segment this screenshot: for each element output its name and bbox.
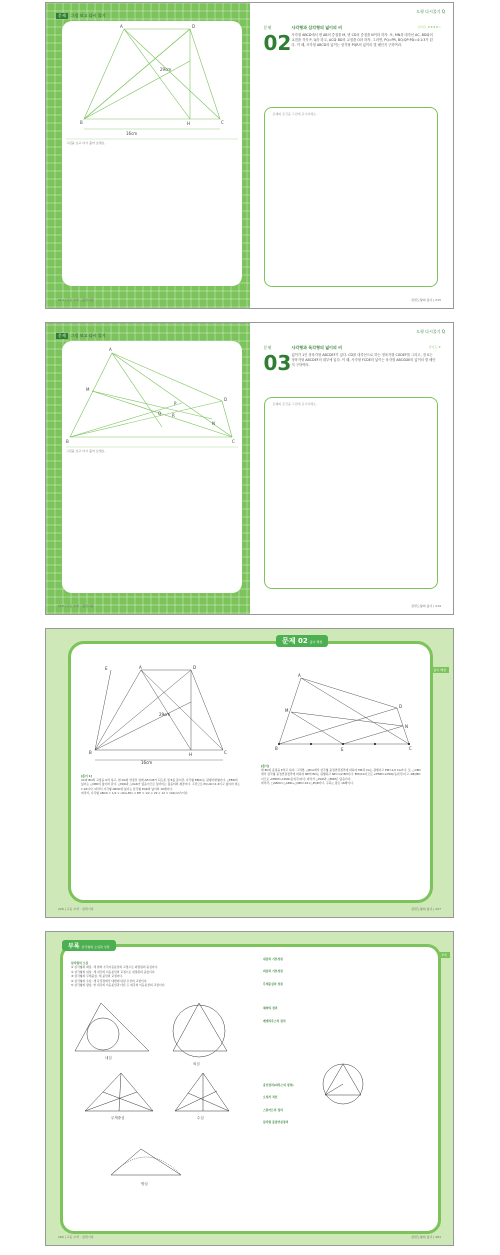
right-page	[250, 323, 454, 614]
right-page	[250, 3, 454, 308]
svg-text:A: A	[109, 347, 112, 352]
length-label: 16cm	[141, 760, 153, 765]
page-header: 도형 다시풀기 Q	[416, 329, 445, 334]
problem-text: 사각형 ABCD에서 변 AB의 중점을 M, 변 CD의 중점을 N이라 하자. 또, MN과 대각선 AC, BD와의 교점을 각각 P, Q라 하고, AC와 BD의 교점을 O라 하자. 그러면, PQ=PR, BQ:QP:PD=4:1:3가 된다. 이 때, 사각형 ABCD의 넓이는 삼각형 PQR의 넓이의 몇 배인지 구하여라.	[291, 33, 433, 47]
length-label: 29cm	[160, 67, 172, 72]
page-footer: 평면도형의 넓이 | 261	[411, 1235, 441, 1239]
svg-text:B: B	[66, 439, 69, 444]
svg-text:N: N	[212, 421, 215, 426]
svg-text:B: B	[80, 120, 83, 125]
answer-box	[264, 107, 438, 287]
left-page-heading: 문제 그림 보고 다시 풀기	[58, 333, 106, 338]
triangle-centers-figures	[71, 999, 251, 1199]
length-label: 29cm	[159, 712, 171, 717]
page-footer: 평면도형의 넓이 | 227	[411, 907, 441, 911]
left-page	[46, 323, 250, 614]
appendix-title: 부록 삼각형의 오심과 성질	[62, 940, 116, 951]
figure-card	[62, 341, 242, 593]
problem-label: 문제	[263, 345, 272, 350]
page-footer: 평면도형의 넓이 | 219	[411, 604, 441, 608]
page-header: 도형 다시풀기 Q	[416, 9, 445, 14]
solution-card	[68, 641, 433, 903]
left-page	[46, 3, 250, 308]
figure-label: 내심	[105, 1056, 112, 1060]
appendix-left-list: 삼각형의 오심 ① 삼각형의 외심: 세 변의 수직이등분선의 교점으로 외접원의 중심이다. ② 삼각형의 내심: 세 내각의 이등분선의 교점으로 내접원의 중심이다. ③ 삼각형의 무게중심: 세 중선의 교점이다. ④ 삼각형의 수심: 세 꼭짓점에서 대변에 내린 수선의 교점이다. ⑤ 삼각형의 방심: 한 내각의 이등분선과 다른 두 외각의 이등분선의 교점이다.	[71, 961, 166, 988]
svg-text:A: A	[120, 24, 123, 29]
difficulty-stars: 난이도 ★★★★☆	[417, 25, 441, 29]
figure-label: 무게중심	[111, 1116, 125, 1120]
solution-left: [풀이 1] AC와 BD의 교점을 O라 하고, 변 DA의 연장선 위에 AE=CB가 되도록 점 E를 잡으면, 사각형 EBCD는 평행사변형이다. △EBD의 넓이는 △CBD의 넓이와 같다. △PQR과 △OAD가 닮음이므로 넓이비는 닮음비의 제곱이다. 그러므로 PQ:AD=1:4이고 넓이의 비는 1:16이다. 따라서 사각형 ABCD의 넓이는 삼각형 PQR의 넓이의 16배이다. 따라서, 사각형 ABCD = 1/2 × (AD+BC) × BH = 1/2 × 29 × 12 = 104(cm²)이다.	[81, 774, 240, 795]
length-label: 16cm	[126, 131, 138, 136]
svg-text:M: M	[285, 708, 289, 713]
left-page-heading: 문제 그림 보고 다시 풀기	[58, 13, 106, 18]
quadrilateral-figure	[62, 21, 242, 151]
figure-label: 방심	[141, 1182, 148, 1186]
difficulty-stars: 난이도 ★	[428, 345, 441, 349]
answer-hint: 문제의 조건을 그림에 표시하세요.	[272, 112, 317, 116]
page-footer: 214 | 고등 수학 · 평면기하	[58, 298, 94, 302]
problem-title: 사각형과 삼각형의 넓이의 비	[291, 25, 343, 30]
svg-text:R: R	[172, 413, 175, 418]
svg-text:E: E	[341, 747, 344, 752]
problem-number: 03	[263, 351, 292, 375]
problem-label: 문제	[263, 25, 272, 30]
svg-text:C: C	[224, 750, 227, 755]
solution-right: [풀이] 변 BC의 중점을 E라고 하자. 그러면, △BCA에서 삼각형 중점연결정리에 의하여 EM과 CA는 평행이고 EM=1/2 CA이다. 또, △CBD에서 삼각형 중점연결정리에 의하여 NE와 BD는 평행하고 NE=1/2 BD이다. EM//CA이므로 ∠EMN=∠PRQ(동위각)이고, NE//BD이므로 ∠ENM=∠PQR(동위각)이다. 따라서 △PQR과 △ENM은 닮음이다. 따라서, □ABCD=△ABD+△CBD=16×△PQR이다. 구하는 답은 16배이다.	[261, 764, 421, 785]
page-footer: 226 | 고등 수학 · 평면기하	[58, 907, 94, 911]
figure-label: 수심	[197, 1116, 204, 1120]
svg-text:A: A	[139, 665, 142, 670]
page-footer: 260 | 고등 수학 · 평면기하	[58, 1235, 94, 1239]
svg-text:D: D	[193, 665, 197, 670]
svg-text:D: D	[399, 704, 403, 709]
circle-diagram	[313, 1059, 373, 1109]
answer-box	[264, 397, 438, 589]
book-spread-3	[45, 628, 454, 918]
svg-text:D: D	[224, 397, 228, 402]
hexagon-figure	[62, 341, 242, 451]
page-footer: 평면도형의 넓이 | 215	[411, 298, 441, 302]
book-spread-2	[45, 322, 454, 615]
svg-text:E: E	[105, 666, 108, 671]
svg-text:B: B	[89, 750, 92, 755]
side-tab: 풀이 해설	[430, 667, 449, 673]
svg-text:C: C	[232, 439, 235, 444]
book-spread-4	[45, 931, 454, 1246]
problem-title: 사각형과 육각형의 넓이의 비	[291, 345, 343, 350]
book-spread-1	[45, 2, 454, 309]
svg-text:D: D	[192, 24, 196, 29]
svg-text:N: N	[405, 724, 408, 729]
appendix-right-list: 내심의 기본성질 외심의 기본성질 무게중심의 성질 체바의 정리 메넬라우스의 정리 중선정리(파푸스의 정리) 오일러 직선 스튜어트의 정리 삼각형 중점연결정리	[263, 957, 294, 1125]
svg-text:C: C	[221, 120, 224, 125]
svg-text:B: B	[275, 746, 278, 751]
figure-label: 외심	[193, 1062, 200, 1066]
problem-tab: 문제 02 풀이 해설	[276, 635, 328, 647]
problem-text: 넓이가 1인 정육각형 ABCDEF가 있다. CD를 대각선으로 하는 정육각형 CGDEF를 그리고, 점 G는 정육각형 ABCDEF의 내부에 있다. 이 때, 사각형 FCDE의 넓이는 육각형 ABCGDE의 넓이의 몇 배인지 구하여라.	[291, 353, 436, 367]
solution-figure-right	[271, 674, 421, 754]
solution-figure-left	[81, 666, 241, 766]
svg-text:H: H	[187, 121, 191, 126]
figure-caption: 그림을 보고 다시 풀어 보세요.	[66, 449, 106, 453]
page-footer: 218 | 고등 수학 · 평면기하	[58, 604, 94, 608]
side-tab: 부록	[438, 952, 450, 958]
figure-card	[62, 21, 242, 286]
figure-caption: 그림을 보고 다시 풀어 보세요.	[66, 141, 106, 145]
svg-text:H: H	[189, 752, 193, 757]
answer-hint: 문제의 조건을 그림에 표시하세요.	[272, 402, 317, 406]
svg-text:Q: Q	[158, 411, 162, 416]
svg-text:P: P	[174, 401, 177, 406]
appendix-card	[60, 944, 441, 1234]
svg-text:C: C	[409, 746, 412, 751]
problem-number: 02	[263, 31, 292, 55]
svg-text:M: M	[86, 387, 90, 392]
svg-text:A: A	[298, 673, 301, 678]
